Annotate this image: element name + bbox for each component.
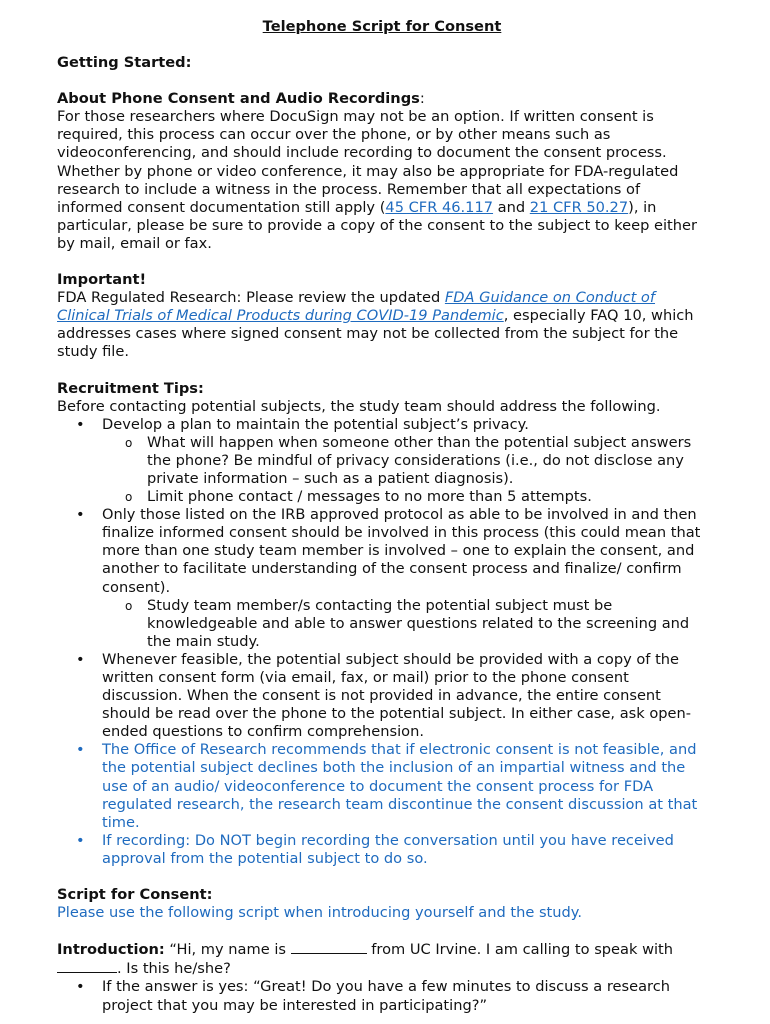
introduction-paragraph <box>57 940 707 978</box>
introduction-label: Introduction: <box>57 941 165 959</box>
introduction-text-1: “Hi, my name is <box>164 941 291 959</box>
sub-list-item: o Study team member/s contacting the potential subject must be knowledgeable and able to answer questions related to the screening and the main study. <box>102 597 707 651</box>
recruitment-heading: Recruitment Tips: <box>57 379 204 397</box>
fda-guidance-link[interactable]: FDA Guidance on Conduct of Clinical Trials of Medical Products during COVID-19 Pandemic <box>57 289 656 325</box>
important-heading: Important! <box>57 271 147 289</box>
phone-consent-paragraph <box>57 108 707 253</box>
phone-consent-heading-line <box>57 90 707 108</box>
phone-consent-colon: : <box>419 90 425 108</box>
subject-blank <box>57 959 117 973</box>
sub-list <box>102 597 707 651</box>
script-heading: Script for Consent: <box>57 886 213 904</box>
script-instruction: Please use the following script when introducing yourself and the study. <box>57 904 582 922</box>
recruitment-intro: Before contacting potential subjects, the study team should address the following. <box>57 397 661 415</box>
list-item: • The Office of Research recommends that if electronic consent is not feasible, and the potential subject declines both the inclusion of an impartial witness and the use of an audio/ videoconference to document the consent process for FDA regulated research, the research team discontinue the consent discussion at that time. <box>57 741 707 831</box>
sub-list <box>102 434 707 506</box>
document-page <box>57 18 707 1015</box>
phone-consent-text-2: ), in particular, please be sure to provide a copy of the consent to the subject to keep either by mail, email or fax. <box>57 198 697 252</box>
script-list <box>57 978 707 1014</box>
document-title: Telephone Script for Consent <box>262 18 502 35</box>
list-item: • If the answer is yes: “Great! Do you have a few minutes to discuss a research project that you may be interested in participating?” <box>57 978 707 1014</box>
sub-list-item: o Limit phone contact / messages to no more than 5 attempts. <box>102 488 707 506</box>
phone-consent-heading: About Phone Consent and Audio Recordings <box>57 90 420 108</box>
recruitment-list <box>57 416 707 868</box>
introduction-text-3: . Is this he/she? <box>117 960 231 978</box>
list-item: • Whenever feasible, the potential subject should be provided with a copy of the written consent form (via email, fax, or mail) prior to the phone consent discussion. When the consent is not provided in advance, the entire consent should be read over the phone to the potential subject. In either case, ask open-ended questions to confirm comprehension. <box>57 651 707 741</box>
introduction-text-2: from UC Irvine. I am calling to speak with <box>366 941 674 959</box>
recruitment-bullet-1: Develop a plan to maintain the potential subject’s privacy. <box>102 415 529 433</box>
list-item <box>57 416 707 506</box>
important-text-1: FDA Regulated Research: Please review the updated <box>57 289 445 307</box>
getting-started-heading: Getting Started: <box>57 54 192 72</box>
cfr-50-27-link[interactable]: 21 CFR 50.27 <box>529 198 629 216</box>
recruitment-bullet-2: Only those listed on the IRB approved protocol as able to be involved in and then finalize informed consent should be involved in this process (this could mean that more than one study team member is involved – one to explain the consent, and another to facilitate understanding of the consent process and finalize/ confirm consent). <box>102 506 701 596</box>
important-paragraph <box>57 289 707 361</box>
phone-consent-text-1: For those researchers where DocuSign may not be an option. If written consent is required, this process can occur over the phone, or by other means such as videoconferencing, and should include recording to document the consent process. Whether by phone or video conference, it may also be appropriate for FDA-regulated research to include a witness in the process. Remember that all expectations of informed consent documentation still apply ( <box>57 108 679 216</box>
name-blank <box>291 940 367 954</box>
cfr-46-117-link[interactable]: 45 CFR 46.117 <box>385 198 494 216</box>
important-text-2: , especially FAQ 10, which addresses cases where signed consent may not be collected from the subject for the study file. <box>57 307 694 361</box>
list-item: • If recording: Do NOT begin recording the conversation until you have received approval from the potential subject to do so. <box>57 832 707 868</box>
phone-consent-and: and <box>493 198 530 216</box>
sub-list-item: o What will happen when someone other than the potential subject answers the phone? Be mindful of privacy considerations (i.e., do not disclose any private information – such as a patient diagnosis). <box>102 434 707 488</box>
list-item <box>57 506 707 651</box>
